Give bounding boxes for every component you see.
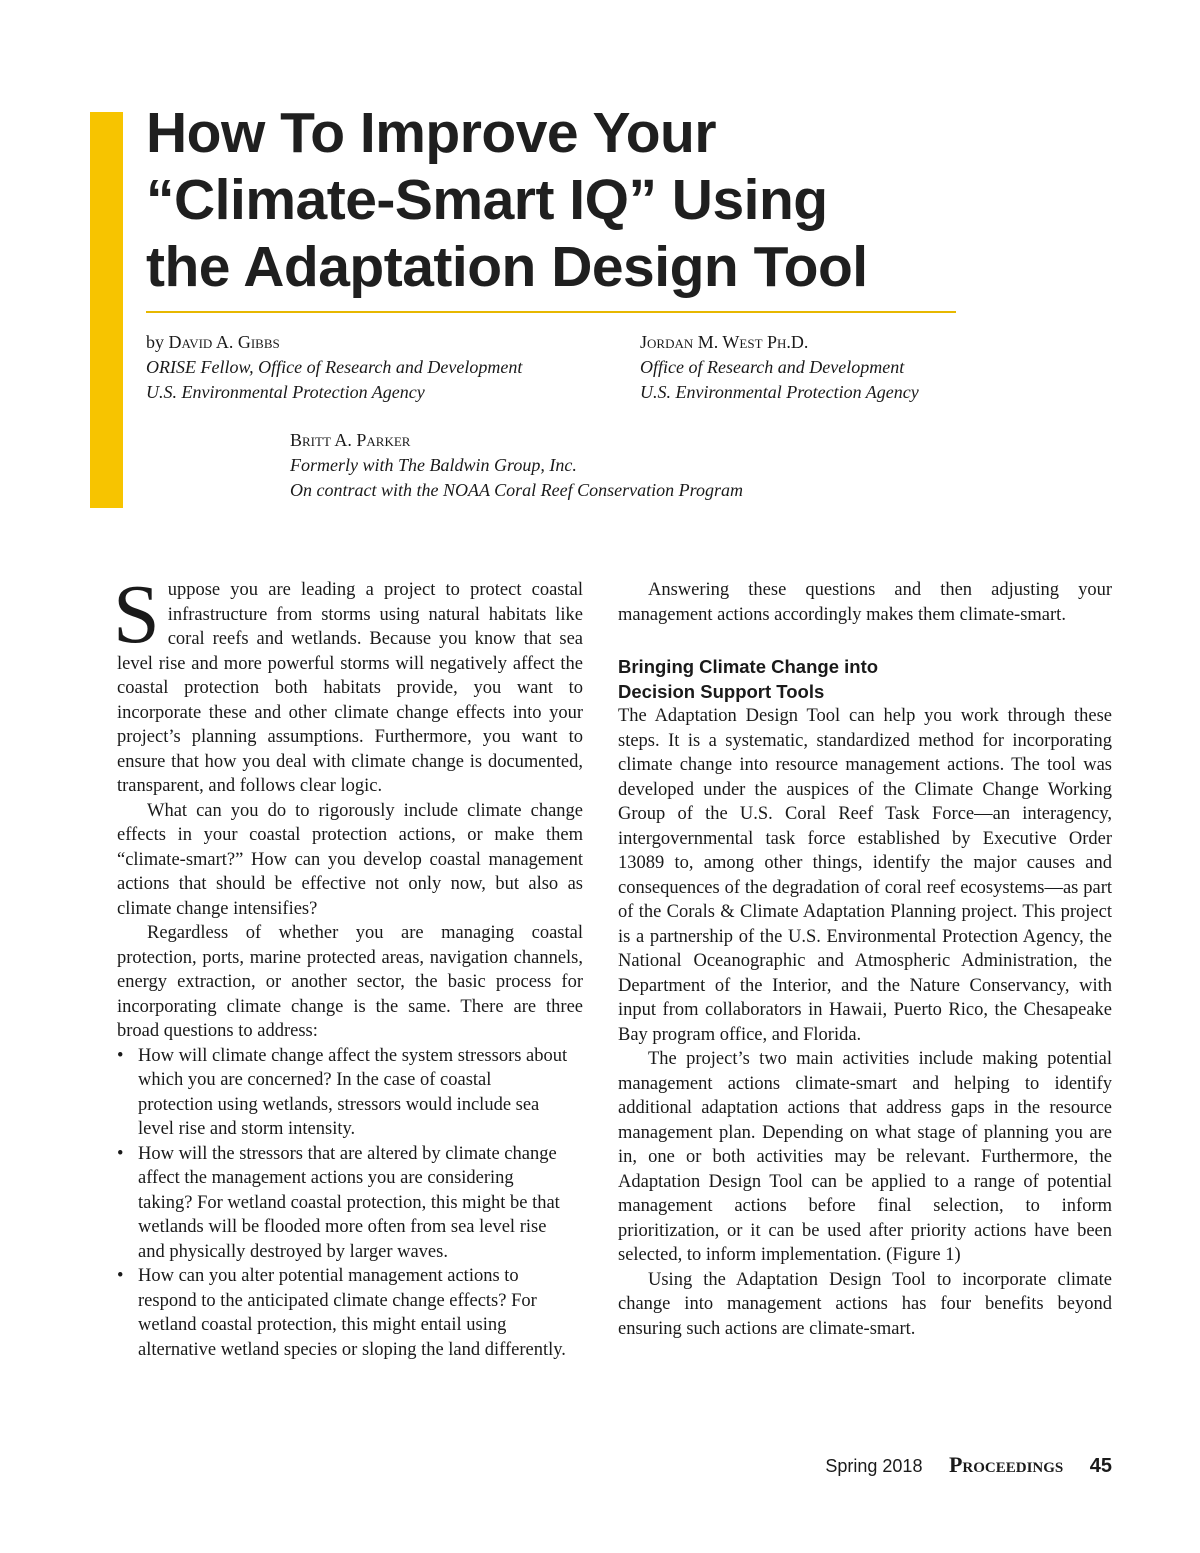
body-paragraph [113, 568, 583, 799]
section-heading [618, 655, 1112, 704]
author-block-west [640, 330, 919, 405]
body-paragraph: Using the Adaptation Design Tool to incorporate climate change into management actions has four benefits beyond ensuring such actions are climate-smart. [618, 1269, 1112, 1339]
author-name: Britt A. Parker [290, 430, 411, 450]
section-heading-line: Decision Support Tools [618, 680, 825, 702]
body-paragraph: What can you do to rigorously include climate change effects in your coastal protection actions, or make them “climate-smart?” How can you develop coastal management actions that should be effective not only now, but also as climate change intensifies? [117, 800, 583, 919]
author-affiliation: On contract with the NOAA Coral Reef Conservation Program [290, 480, 743, 500]
title-accent-bar [90, 112, 123, 508]
page-number: 45 [1089, 1455, 1112, 1477]
publication-name: Proceedings [948, 1452, 1064, 1477]
body-paragraph: Regardless of whether you are managing coastal protection, ports, marine protected areas, navigation channels, energy extraction, or another sector, the basic process for incorporating climate change is the same. There are three broad questions to address: [117, 923, 583, 1041]
author-name: David A. Gibbs [168, 332, 280, 352]
author-block-parker [290, 428, 743, 503]
question-list [117, 1044, 583, 1363]
title-line-3: the Adaptation Design Tool [146, 235, 868, 299]
author-affiliation: U.S. Environmental Protection Agency [640, 382, 919, 402]
drop-cap: S [113, 568, 160, 661]
paragraph-text: uppose you are leading a project to protect coastal infrastructure from storms using natural habitats like coral reefs and wetlands. Because you know that sea level rise and more powerful storms will negatively affect the coastal protection both habitats provide, you want to incorporate these and other climate change effects into your project’s planning assumptions. Furthermore, you want to ensure that how you deal with climate change is documented, transparent, and follows clear logic. [117, 580, 583, 796]
author-name: Jordan M. West Ph.D. [640, 332, 809, 352]
byline-prefix: by [146, 332, 169, 352]
author-affiliation: Formerly with The Baldwin Group, Inc. [290, 455, 577, 475]
list-item: • How can you alter potential management actions to respond to the anticipated climate change effects? For wetland coastal protection, this might entail using alternative wetland species or sloping the land differently. [117, 1264, 568, 1362]
author-affiliation: U.S. Environmental Protection Agency [146, 382, 425, 402]
title-line-2: “Climate-Smart IQ” Using [146, 168, 828, 232]
body-column-left [113, 568, 583, 1362]
section-heading-line: Bringing Climate Change into [618, 656, 879, 677]
body-column-right [618, 578, 1112, 1341]
body-paragraph: The project’s two main activities include making potential management actions climate-smart and helping to identify additional adaptation actions that address gaps in the resource management plan. Depending on what stage of planning you are in, one or both activities may be relevant. Furthermore, the Adaptation Design Tool can be applied to a range of potential management actions before final selection, to inform prioritization, or it can be used after priority actions have been selected, to inform implementation. (Figure 1) [618, 1049, 1112, 1265]
list-item: • How will climate change affect the system stressors about which you are concerned? In the case of coastal protection using wetlands, stressors would include sea level rise and storm intensity. [117, 1044, 568, 1142]
body-paragraph: Answering these questions and then adjusting your management actions accordingly makes them climate-smart. [618, 580, 1112, 625]
author-affiliation: ORISE Fellow, Office of Research and Development [146, 357, 523, 377]
author-block-gibbs [146, 330, 522, 405]
body-paragraph: The Adaptation Design Tool can help you work through these steps. It is a systematic, standardized method for incorporating climate change into resource management actions. The tool was developed under the auspices of the Climate Change Working Group of the U.S. Coral Reef Task Force—an interagency, intergovernmental task force established by Executive Order 13089 to, among other things, identify the major causes and consequences of the degradation of coral reef ecosystems—as part of the Corals & Climate Adaptation Planning project. This project is a partnership of the U.S. Environmental Protection Agency, the National Oceanographic and Atmospheric Administration, the Department of the Interior, and the Nature Conservancy, with input from collaborators in Hawaii, Puerto Rico, the Chesapeake Bay program office, and Florida. [618, 706, 1112, 1045]
list-item: • How will the stressors that are altered by climate change affect the management actions you are considering taking? For wetland coastal protection, this might be that wetlands will be flooded more often from sea level rise and physically destroyed by larger waves. [117, 1142, 568, 1265]
author-affiliation: Office of Research and Development [640, 357, 905, 377]
page-footer [825, 1453, 1112, 1478]
title-divider [146, 311, 956, 313]
issue-season: Spring 2018 [825, 1456, 923, 1476]
article-title [146, 100, 976, 301]
title-line-1: How To Improve Your [146, 101, 717, 165]
